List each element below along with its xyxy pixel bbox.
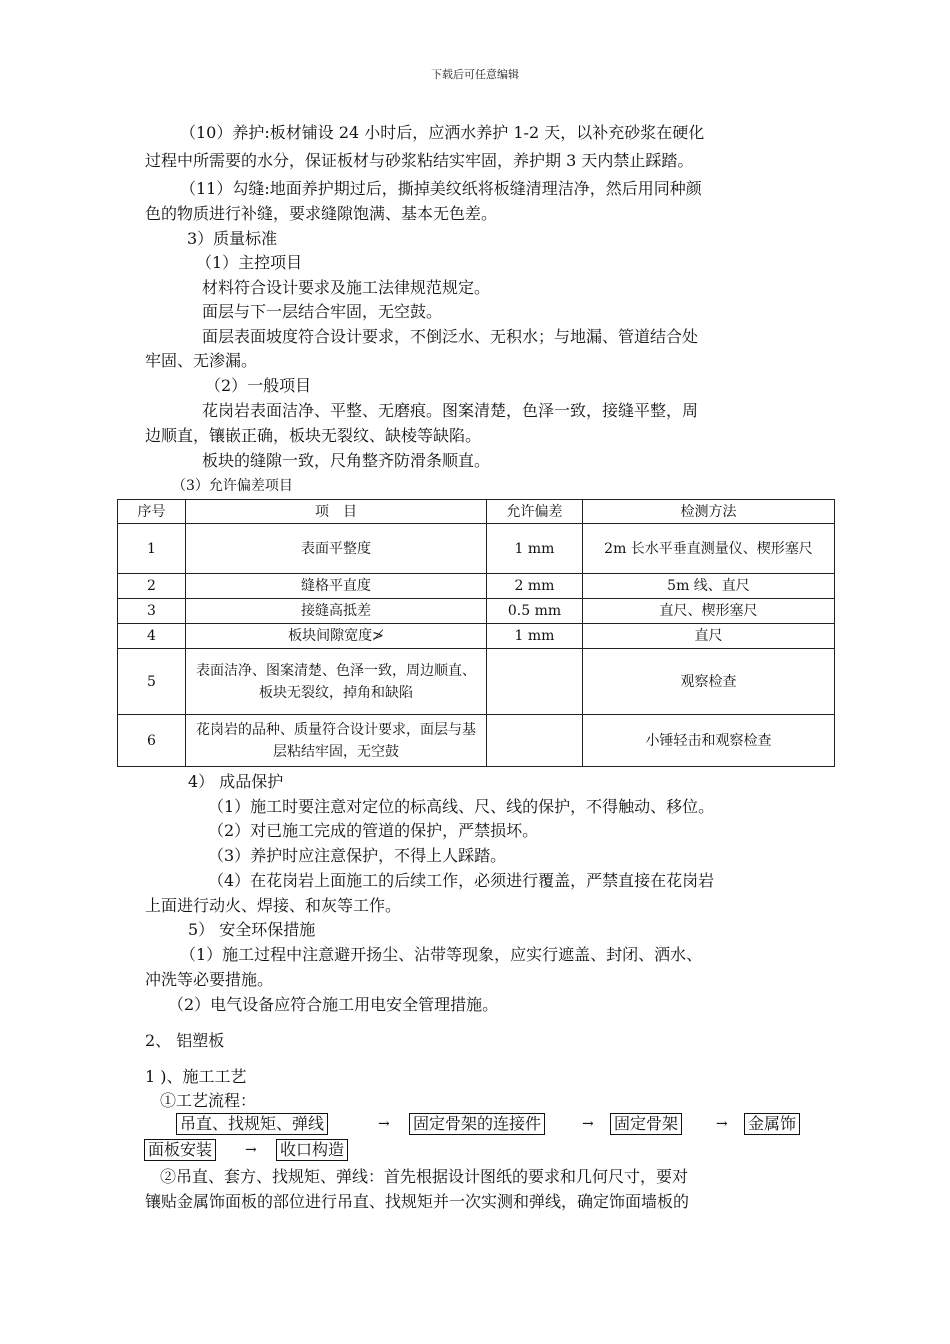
table-row [118,624,835,649]
paragraph-line: 过程中所需要的水分，保证板材与砂浆粘结实牢固，养护期 3 天内禁止踩踏。 [145,151,694,170]
cell-method: 2m 长水平垂直测量仪、楔形塞尺 [583,524,835,574]
paragraph-line: （11）勾缝:地面养护期过后，撕掉美纹纸将板缝清理洁净，然后用同种颜 [180,179,702,198]
flow-box: 面板安装 [144,1139,216,1161]
cell-no: 4 [118,624,186,649]
page-header: 下载后可任意编辑 [431,68,519,81]
section-heading: 5） 安全环保措施 [188,920,316,939]
cell-method: 小锤轻击和观察检查 [583,715,835,767]
paragraph-line: 色的物质进行补缝，要求缝隙饱满、基本无色差。 [145,204,498,223]
arrow-icon: → [716,1116,728,1132]
flow-step [409,1113,545,1135]
cell-no: 6 [118,715,186,767]
table-row [118,715,835,767]
paragraph-line: （2）电气设备应符合施工用电安全管理措施。 [168,995,499,1014]
paragraph-line: 面层与下一层结合牢固，无空鼓。 [202,302,443,321]
subsection-heading: （2）一般项目 [205,376,312,395]
cell-no: 2 [118,574,186,599]
flow-step [744,1113,800,1135]
deviation-table [117,499,835,767]
paragraph-line: 上面进行动火、焊接、和灰等工作。 [145,896,402,915]
paragraph-line: （2）对已施工完成的管道的保护，严禁损坏。 [208,821,539,840]
table-header-row [118,500,835,524]
flow-step [610,1113,682,1135]
section-heading: 4） 成品保护 [188,772,284,791]
table-row [118,574,835,599]
table-row [118,599,835,624]
arrow-icon: → [378,1116,390,1132]
cell-tolerance: 0.5 mm [487,599,583,624]
paragraph-line: （10）养护:板材铺设 24 小时后，应洒水养护 1-2 天，以补充砂浆在硬化 [180,123,705,142]
table-caption: （3）允许偏差项目 [172,478,293,494]
cell-tolerance: 1 mm [487,524,583,574]
section-heading: 2、 铝塑板 [145,1031,225,1050]
paragraph-line: ①工艺流程： [160,1091,257,1110]
cell-method: 观察检查 [583,649,835,715]
paragraph-line: 镶贴金属饰面板的部位进行吊直、找规矩并一次实测和弹线，确定饰面墙板的 [145,1192,690,1211]
cell-no: 1 [118,524,186,574]
header-method: 检测方法 [583,500,835,524]
paragraph-line: 牢固、无渗漏。 [145,351,258,370]
cell-method: 直尺 [583,624,835,649]
flow-box: 固定骨架 [610,1113,682,1135]
paragraph-line: 冲洗等必要措施。 [145,970,274,989]
paragraph-line: （3）养护时应注意保护，不得上人踩踏。 [208,846,507,865]
table-row [118,524,835,574]
cell-tolerance [487,649,583,715]
flow-box: 收口构造 [276,1139,348,1161]
paragraph-line: 面层表面坡度符合设计要求，不倒泛水、无积水；与地漏、管道结合处 [202,327,699,346]
cell-item: 接缝高抵差 [186,599,487,624]
cell-no: 3 [118,599,186,624]
section-heading: 3）质量标准 [187,229,278,248]
cell-item: 表面洁净、图案清楚、色泽一致，周边顺直、板块无裂纹，掉角和缺陷 [186,649,487,715]
cell-item: 花岗岩的品种、质量符合设计要求，面层与基层粘结牢固，无空鼓 [186,715,487,767]
flow-box: 金属饰 [744,1113,800,1135]
flow-step [176,1113,328,1135]
cell-item: 缝格平直度 [186,574,487,599]
paragraph-line: （1）施工过程中注意避开扬尘、沾带等现象，应实行遮盖、封闭、洒水、 [180,945,703,964]
paragraph-line: 板块的缝隙一致，尺角整齐防滑条顺直。 [202,451,491,470]
table-row [118,649,835,715]
flow-box: 吊直、找规矩、弹线 [176,1113,328,1135]
paragraph-line: ②吊直、套方、找规矩、弹线：首先根据设计图纸的要求和几何尺寸，要对 [160,1167,689,1186]
header-tolerance: 允许偏差 [487,500,583,524]
arrow-icon: → [582,1116,594,1132]
flow-step [144,1139,216,1161]
paragraph-line: （1）施工时要注意对定位的标高线、尺、线的保护，不得触动、移位。 [208,797,715,816]
cell-item: 表面平整度 [186,524,487,574]
paragraph-line: （4）在花岗岩上面施工的后续工作，必须进行覆盖，严禁直接在花岗岩 [208,871,715,890]
paragraph-line: 花岗岩表面洁净、平整、无磨痕。图案清楚，色泽一致，接缝平整，周 [202,401,699,420]
section-heading: 1 )、施工工艺 [145,1067,247,1086]
cell-no: 5 [118,649,186,715]
cell-method: 直尺、楔形塞尺 [583,599,835,624]
flow-box: 固定骨架的连接件 [409,1113,545,1135]
paragraph-line: 边顺直，镶嵌正确，板块无裂纹、缺棱等缺陷。 [145,426,482,445]
cell-tolerance: 1 mm [487,624,583,649]
cell-item: 板块间隙宽度≯ [186,624,487,649]
header-no: 序号 [118,500,186,524]
paragraph-line: 材料符合设计要求及施工法律规范规定。 [202,278,491,297]
cell-tolerance [487,715,583,767]
header-item: 项 目 [186,500,487,524]
cell-tolerance: 2 mm [487,574,583,599]
subsection-heading: （1）主控项目 [196,253,303,272]
cell-method: 5m 线、直尺 [583,574,835,599]
arrow-icon: → [245,1142,257,1158]
flow-step [276,1139,348,1161]
